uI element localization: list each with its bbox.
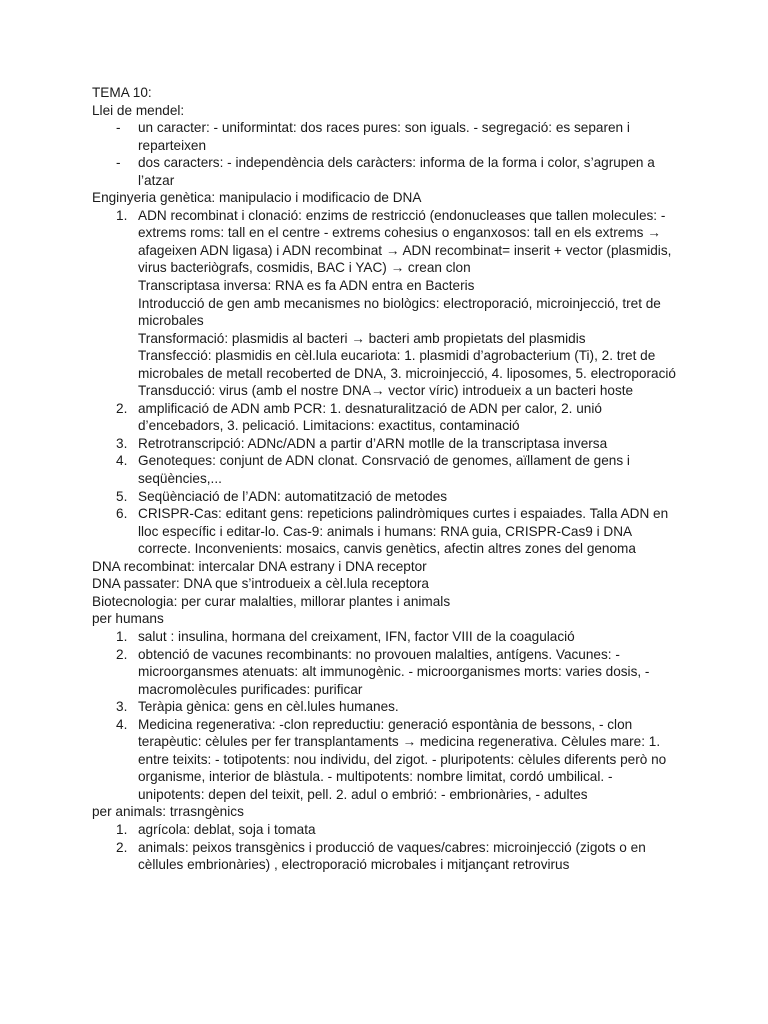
list-item: Seqüènciació de l’ADN: automatització de metodes [138,488,448,504]
animals-list [92,821,682,874]
definition-line: DNA recombinat: intercalar DNA estrany i DNA receptor [92,558,427,574]
list-item: - un caracter: - uniformintat: dos races pures: son iguals. - segregació: es separen i reparteixen [92,119,682,154]
list-item: Teràpia gènica: gens en cèl.lules humanes. [138,699,399,715]
section-heading-genetica: Enginyeria genètica: manipulacio i modificacio de DNA [92,190,422,206]
sub-line: Transducció: virus (amb el nostre DNA→ vector víric) introdueix a un bacteri hoste [138,383,634,399]
sub-line: Transfecció: plasmidis en cèl.lula eucariota: 1. plasmidi d’agrobacterium (Ti), 2. tret de microbales de metall recoberted de DNA, 3. microinjecció, 4. liposomes, 5. electroporació [138,348,676,381]
list-item: Medicina regenerativa: -clon repreductiu: generació espontània de bessons, - clon terapèutic: cèlules per fer transplantaments → medicina regenerativa. Cèlules mare: 1. entre teixits: - totipotents: nou individu, del zigot. - pluripotents: cèlules diferents però no organisme, interior de blàstula. - multipotents: nombre limitat, cordó umbilical. - unipotents: depen del teixit, pell. 2. adul o embrió: - embrionàries, - adultes [138,716,667,802]
list-item: agrícola: deblat, soja i tomata [138,821,316,837]
list-item: Retrotranscripció: ADNc/ADN a partir d’ARN motlle de la transcriptasa inversa [138,435,608,451]
section-heading-animals: per animals: trrasngènics [92,804,244,820]
humans-list [92,628,682,803]
mendel-list [92,119,682,189]
sub-line: Transformació: plasmidis al bacteri → bacteri amb propietats del plasmidis [138,330,586,346]
sub-line: Transcriptasa inversa: RNA es fa ADN entra en Bacteris [138,278,475,294]
list-item-text: ADN recombinat i clonació: enzims de restricció (endonucleases que tallen molecules: - extrems roms: tall en el centre - extrems cohesius o enganxosos: tall en els extrems → afageixen ADN ligasa) i ADN recombinat → ADN recombinat= inserit + vector (plasmidis, virus bacteriògrafs, cosmidis, BAC i YAC) → crean clon [138,207,672,276]
list-item: obtenció de vacunes recombinants: no provouen malalties, antígens. Vacunes: - microorgansmes atenuats: alt immunogènic. - microorganismes morts: varies dosis, - macromolècules purificades: purificar [138,646,650,697]
list-item: - dos caracters: - independència dels caràcters: informa de la forma i color, s’agrupen a l’atzar [92,154,682,189]
list-item [92,207,682,400]
list-item: animals: peixos transgènics i producció de vaques/cabres: microinjecció (zigots o en cèllules embrionàries) , electroporació microbales i mitjançant retrovirus [138,839,646,873]
sub-line: Introducció de gen amb mecanismes no biològics: electroporació, microinjecció, tret de microbales [138,295,661,329]
list-item: amplificació de ADN amb PCR: 1. desnaturalització de ADN per calor, 2. unió d’encebadors, 3. pelicació. Limitacions: exactitus, contaminació [138,400,602,434]
document-title: TEMA 10: [92,85,152,100]
section-heading-mendel: Llei de mendel: [92,102,185,118]
genetica-list [92,207,682,558]
definition-line: DNA passater: DNA que s’introdueix a cèl.lula receptora [92,576,429,592]
document-page [92,84,682,874]
list-item: Genoteques: conjunt de ADN clonat. Consrvació de genomes, aïllament de gens i seqüències,... [138,453,630,487]
definition-line: Biotecnologia: per curar malalties, millorar plantes i animals [92,593,451,609]
list-item: CRISPR-Cas: editant gens: repeticions palindròmiques curtes i espaiades. Talla ADN en lloc específic i editar-lo. Cas-9: animals i humans: RNA guia, CRISPR-Cas9 i DNA correcte. Inconvenients: mosaics, canvis genètics, afectin altres zones del genoma [138,506,669,557]
section-heading-humans: per humans [92,611,164,627]
list-item: salut : insulina, hormana del creixament, IFN, factor VIII de la coagulació [138,628,575,644]
